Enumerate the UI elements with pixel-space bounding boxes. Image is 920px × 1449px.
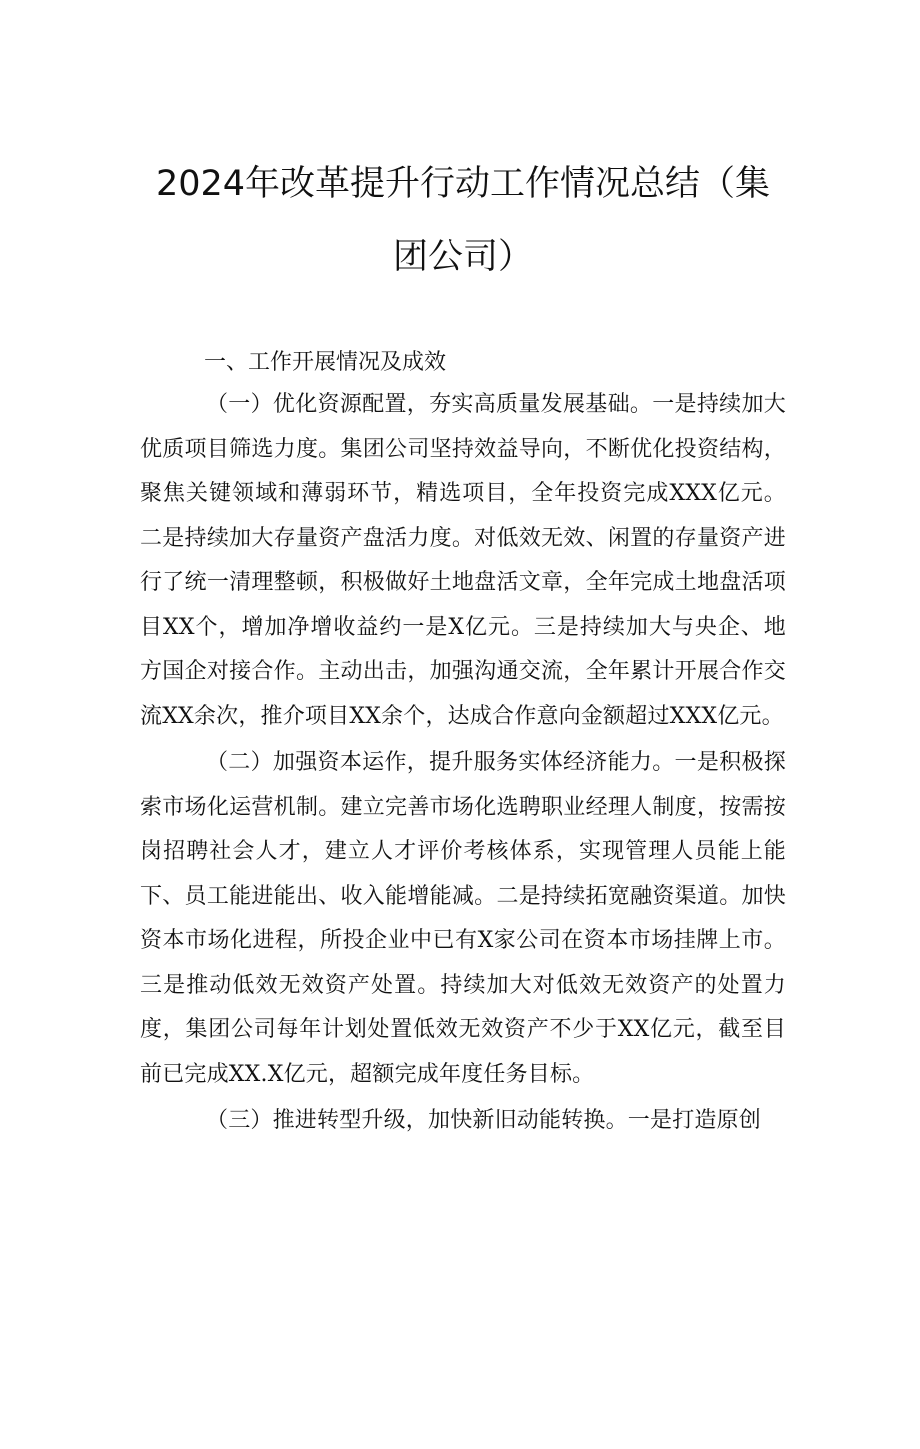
document-title: 2024年改革提升行动工作情况总结（集团公司） [155,164,771,277]
paragraph: （二）加强资本运作，提升服务实体经济能力。一是积极探索市场化运营机制。建立完善市场化选聘职业经理人制度，按需按岗招聘社会人才，建立人才评价考核体系，实现管理人员能上能下、员工能进能出、收入能增能减。二是持续拓宽融资渠道。加快资本市场化进程，所投企业中已有X家公司在资本市场挂牌上市。三是推动低效无效资产处置。持续加大对低效无效资产的处置力度，集团公司每年计划处置低效无效资产不少于XX亿元，截至目前已完成XX.X亿元，超额完成年度任务目标。 [140,750,786,1087]
paragraph: （三）推进转型升级，加快新旧动能转换。一是打造原创 [206,1108,762,1133]
section-heading: 一、工作开展情况及成效 [204,350,447,375]
document-page [0,148,920,1449]
paragraph: （一）优化资源配置，夯实高质量发展基础。一是持续加大优质项目筛选力度。集团公司坚持效益导向，不断优化投资结构，聚焦关键领域和薄弱环节，精选项目，全年投资完成XXX亿元。二是持续加大存量资产盘活力度。对低效无效、闲置的存量资产进行了统一清理整顿，积极做好土地盘活文章，全年完成土地盘活项目XX个，增加净增收益约一是X亿元。三是持续加大与央企、地方国企对接合作。主动出击，加强沟通交流，全年累计开展合作交流XX余次，推介项目XX余个，达成合作意向金额超过XXX亿元。 [140,392,786,729]
